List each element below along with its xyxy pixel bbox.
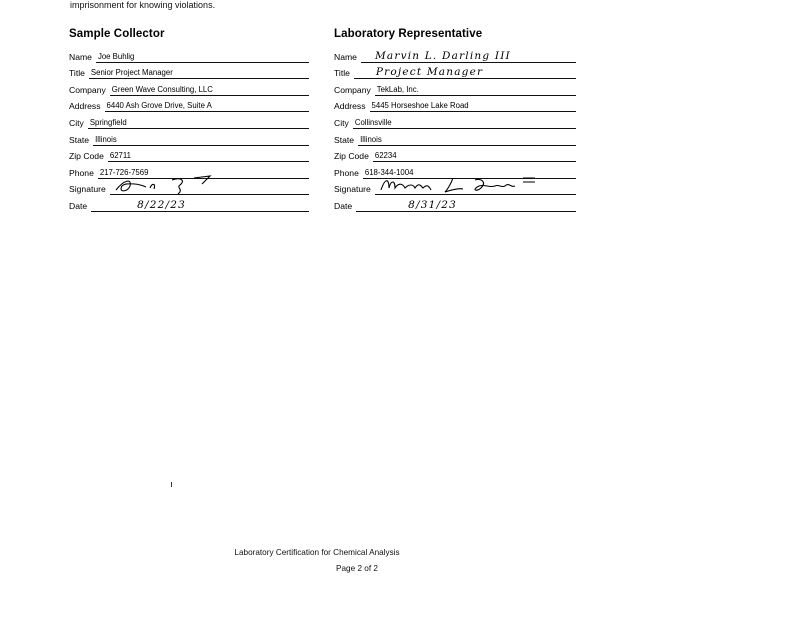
- collector-state-label: State: [69, 134, 90, 145]
- collector-date-field[interactable]: 8/22/23: [91, 200, 309, 212]
- top-note: imprisonment for knowing violations.: [70, 0, 216, 10]
- collector-name-field[interactable]: Joe Buhlig: [96, 51, 309, 63]
- collector-signature-label: Signature: [69, 184, 106, 195]
- collector-zip-label: Zip Code: [69, 151, 104, 162]
- collector-date-row: [69, 195, 309, 212]
- lab-city-field[interactable]: Collinsville: [353, 117, 576, 129]
- lab-name-row: [334, 46, 576, 63]
- lab-name-field[interactable]: Marvin L. Darling III: [361, 51, 576, 63]
- collector-signature-image: [110, 174, 230, 196]
- lab-title-field[interactable]: Project Manager: [354, 67, 576, 79]
- lab-signature-image: [375, 174, 545, 196]
- footer-page-number: Page 2 of 2: [336, 564, 378, 573]
- lab-signature-row: [334, 179, 576, 196]
- collector-city-row: [69, 112, 309, 129]
- lab-zip-field[interactable]: 62234: [373, 150, 576, 162]
- collector-city-label: City: [69, 117, 84, 128]
- collector-date-label: Date: [69, 200, 88, 211]
- collector-city-field[interactable]: Springfield: [88, 117, 309, 129]
- lab-phone-label: Phone: [334, 167, 359, 178]
- lab-address-label: Address: [334, 101, 366, 112]
- collector-title-row: [69, 63, 309, 80]
- collector-signature-row: [69, 179, 309, 196]
- collector-state-row: [69, 129, 309, 146]
- footer-title: Laboratory Certification for Chemical Analysis: [234, 548, 400, 557]
- lab-signature-field[interactable]: [375, 183, 576, 195]
- lab-title-label: Title: [334, 68, 350, 79]
- laboratory-representative-section: [334, 28, 576, 212]
- collector-company-label: Company: [69, 84, 106, 95]
- collector-zip-row: [69, 146, 309, 163]
- scan-mark: [171, 482, 172, 487]
- collector-heading: Sample Collector: [69, 28, 165, 40]
- lab-zip-row: [334, 146, 576, 163]
- lab-date-row: [334, 195, 576, 212]
- lab-name-label: Name: [334, 51, 357, 62]
- collector-address-field[interactable]: 6440 Ash Grove Drive, Suite A: [105, 100, 309, 112]
- collector-address-row: [69, 96, 309, 113]
- collector-name-label: Name: [69, 51, 92, 62]
- lab-company-label: Company: [334, 84, 371, 95]
- lab-date-field[interactable]: 8/31/23: [356, 200, 576, 212]
- lab-title-row: [334, 63, 576, 80]
- lab-address-row: [334, 96, 576, 113]
- lab-signature-label: Signature: [334, 184, 371, 195]
- lab-heading: Laboratory Representative: [334, 28, 483, 40]
- lab-address-field[interactable]: 5445 Horseshoe Lake Road: [370, 100, 576, 112]
- lab-state-label: State: [334, 134, 355, 145]
- collector-company-row: [69, 79, 309, 96]
- lab-phone-field[interactable]: 618-344-1004: [363, 167, 576, 179]
- lab-state-row: [334, 129, 576, 146]
- sample-collector-section: [69, 28, 309, 212]
- lab-zip-label: Zip Code: [334, 151, 369, 162]
- collector-company-field[interactable]: Green Wave Consulting, LLC: [110, 84, 309, 96]
- collector-address-label: Address: [69, 101, 101, 112]
- collector-title-field[interactable]: Senior Project Manager: [89, 67, 309, 79]
- collector-title-label: Title: [69, 68, 85, 79]
- lab-company-row: [334, 79, 576, 96]
- lab-city-label: City: [334, 117, 349, 128]
- collector-phone-label: Phone: [69, 167, 94, 178]
- lab-company-field[interactable]: TekLab, Inc.: [375, 84, 576, 96]
- lab-date-label: Date: [334, 200, 353, 211]
- lab-state-field[interactable]: Illinois: [358, 134, 576, 146]
- collector-name-row: [69, 46, 309, 63]
- collector-phone-field[interactable]: 217-726-7569: [98, 167, 309, 179]
- collector-signature-field[interactable]: [110, 183, 309, 195]
- collector-zip-field[interactable]: 62711: [108, 150, 309, 162]
- collector-state-field[interactable]: Illinois: [93, 134, 309, 146]
- lab-city-row: [334, 112, 576, 129]
